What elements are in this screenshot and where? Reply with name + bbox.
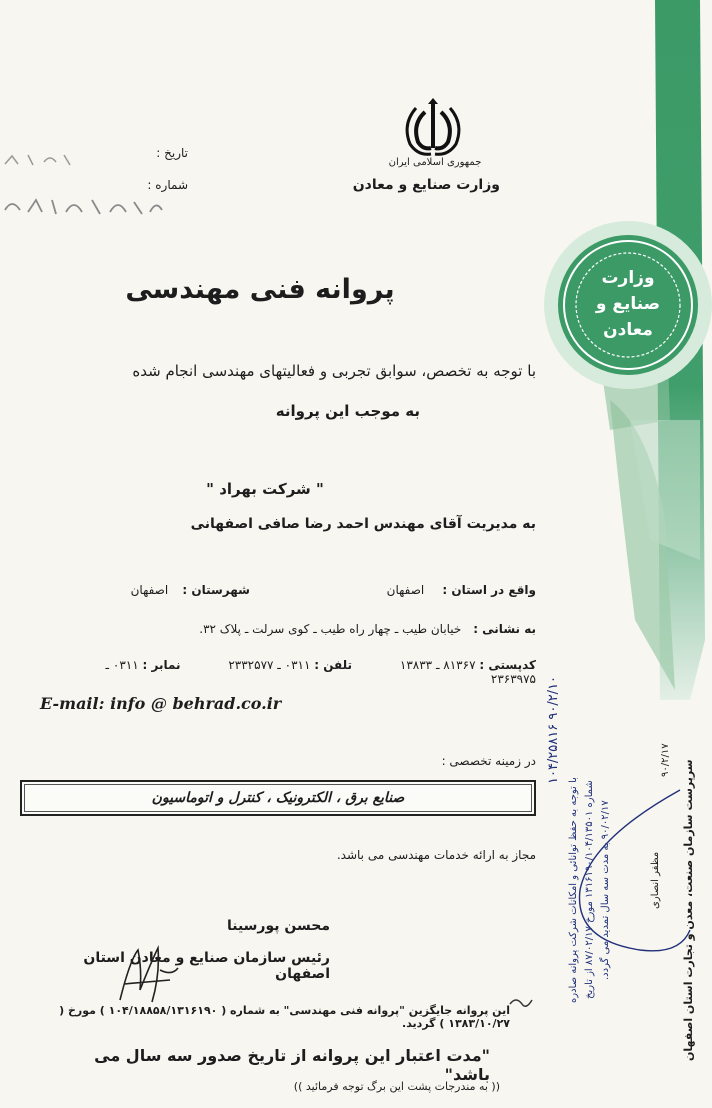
number-label: شماره : (147, 178, 188, 192)
company-manager: به مدیریت آقای مهندس احمد رضا صافی اصفهانی (190, 516, 536, 532)
province-row (290, 583, 536, 597)
handwritten-number-mark (540, 675, 588, 785)
specialty-box (20, 780, 536, 816)
postal-value: ۸۱۳۶۷ ـ ۱۳۸۳۳ (399, 658, 476, 672)
handwritten-number: ۱۰۴/۲۵۸۱۶ ۹۰/۲/۱۰ (546, 675, 561, 785)
side-note-line-2: شماره ۱۳۱۶۱۹۰/۱۰۴/۱۳۵۰۱ مورخ ۸۷/۰۲/۱۷ از تاریخ (584, 780, 595, 1000)
side-note-line-3: ۹۰/۰۲/۱۷ به مدت سه سال تمدید می گردد. (600, 800, 611, 980)
ministry-seal (544, 221, 712, 389)
email-address: E-mail: info @ behrad.co.ir (40, 694, 282, 713)
specialty-value: صنایع برق ، الکترونیک ، کنترل و اتوماسیون (151, 790, 405, 806)
page-title: پروانه فنی مهندسی (125, 274, 395, 305)
seal-line-2: صنایع و (595, 294, 661, 314)
province-value: اصفهان (386, 583, 425, 597)
address-row (150, 622, 536, 636)
pen-mark-icon (508, 994, 534, 1012)
handwritten-number-scribble (0, 192, 165, 220)
contact-row (30, 658, 536, 686)
replacement-note: این پروانه جایگزین "پروانه فنی مهندسی" به شماره ( ۱۰۴/۱۸۸۵۸/۱۳۱۶۱۹۰ ) مورخ ( ۱۳۸۳/۱۰/۲۷ ) گردید. (59, 1004, 510, 1030)
signatory-name: محسن پورسینا (226, 918, 330, 934)
province-label: واقع در استان : (442, 583, 536, 597)
fax-value: ۰۳۱۱ ـ ۲۳۶۳۹۷۵ (105, 658, 536, 686)
ministry-label: وزارت صنایع و معادن (352, 177, 500, 193)
phone-label: تلفن : (314, 658, 353, 672)
city-label: شهرستان : (182, 583, 250, 597)
side-note-line-1: با توجه به حفظ توانائی و امکانات شرکت پروانه صادره (568, 777, 579, 1003)
seal-line-1: وزارت (601, 268, 655, 288)
validity-note: "مدت اعتبار این پروانه از تاریخ صدور سه سال می باشد" (94, 1046, 490, 1084)
fax-label: نمابر : (142, 658, 181, 672)
phone-value: ۰۳۱۱ ـ ۲۳۳۲۵۷۷ (228, 658, 311, 672)
intro-line-1: با توجه به تخصص، سوابق تجربی و فعالیتهای مهندسی انجام شده (132, 362, 536, 380)
handwritten-signature (100, 940, 190, 1010)
green-decorative-band (540, 0, 712, 700)
address-label: به نشانی : (473, 622, 536, 636)
seal-line-3: معادن (603, 320, 653, 340)
address-value: خیابان طیب ـ چهار راه طیب ـ کوی سرلت ـ پلاک ۳۲. (199, 622, 462, 636)
stamp-date: ۹۰/۲/۱۷ (660, 743, 671, 777)
city-row (60, 583, 250, 597)
see-back-note: (( به مندرجات پشت این برگ توجه فرمائید )) (293, 1080, 500, 1093)
stamp-signer-name: مظفر انصاری (650, 851, 661, 909)
permission-text: مجاز به ارائه خدمات مهندسی می باشد. (336, 848, 536, 862)
signatory-title: رئیس سازمان صنایع و معادن استان اصفهان (83, 950, 330, 982)
postal-label: کدپستی : (479, 658, 536, 672)
date-label: تاریخ : (156, 146, 188, 160)
handwritten-date-scribble (0, 150, 80, 170)
specialty-label: در زمینه تخصصی : (441, 754, 536, 768)
city-value: اصفهان (130, 583, 169, 597)
stamp-organization: سرپرست سازمان صنعت، معدن و تجارت استان اصفهان (682, 759, 695, 1061)
country-label: جمهوری اسلامی ایران (388, 157, 482, 168)
intro-line-2: به موجب این پروانه (275, 402, 420, 420)
iran-emblem-icon (398, 98, 468, 160)
company-name: " شرکت بهراد " (206, 480, 324, 498)
